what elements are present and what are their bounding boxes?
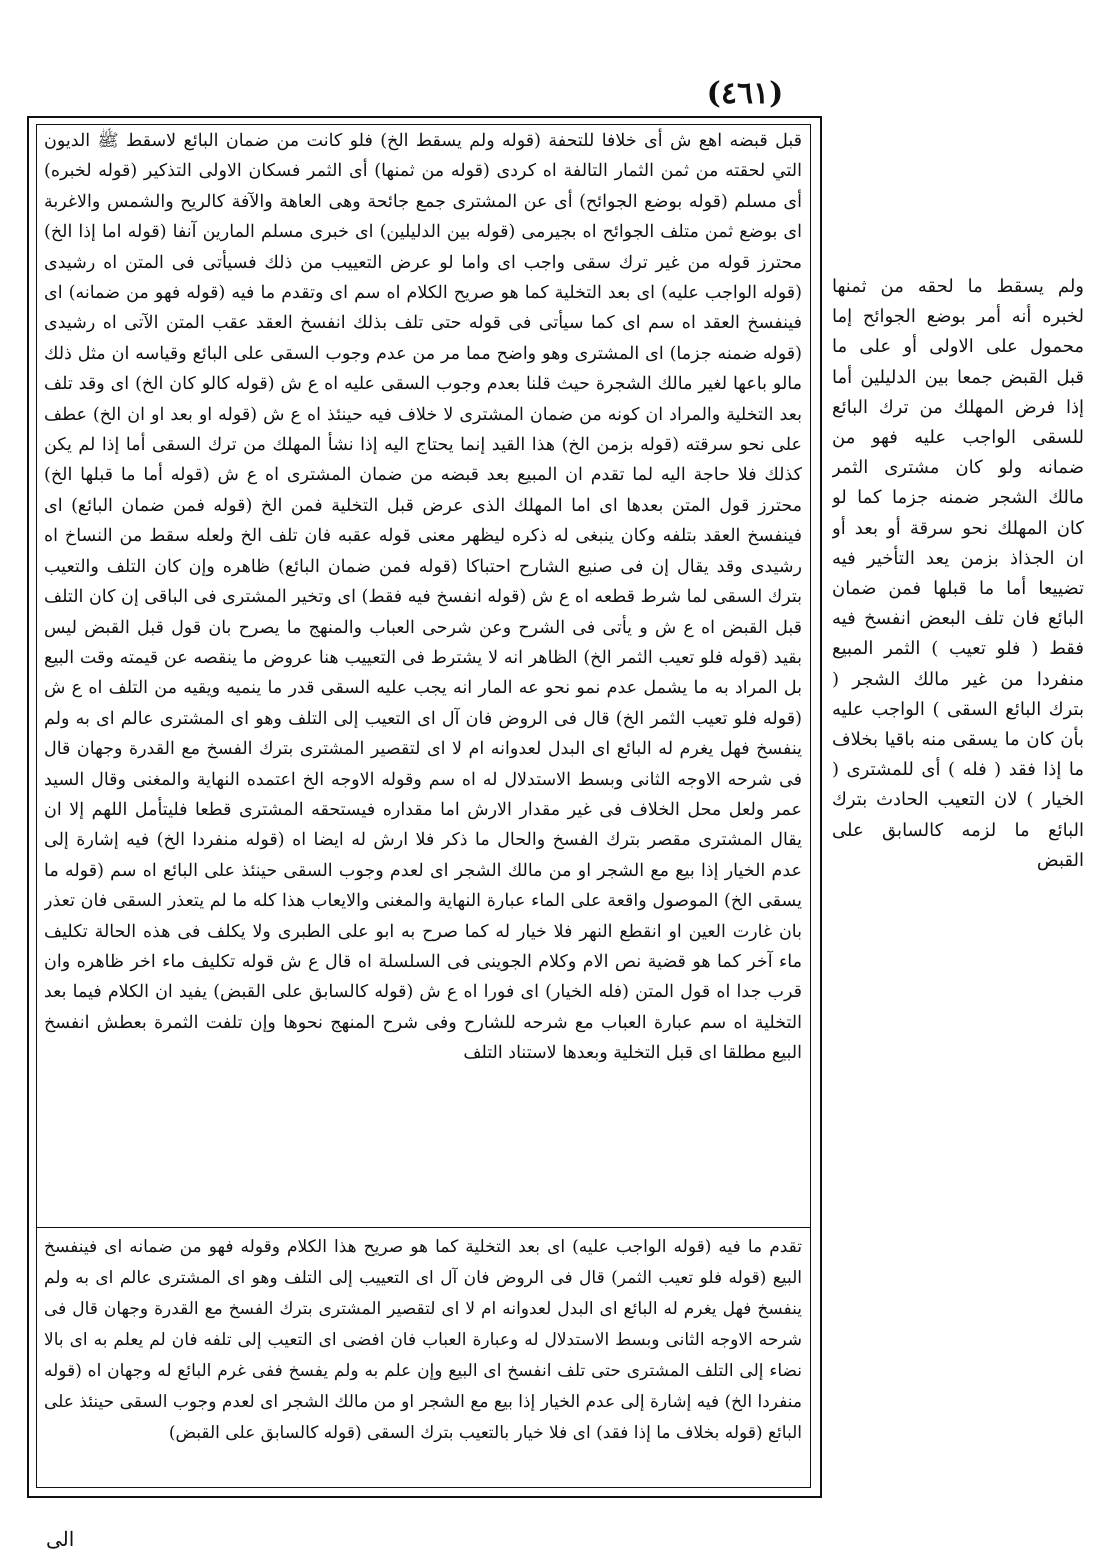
margin-matn-text: ولم يسقط ما لحقه من ثمنها لخبره أنه أمر بوضع الجوائح إما محمول على الاولى أو على ما قبل القبض جمعا بين الدليلين أما إذا فرض المهلك من ترك البائع للسقى الواجب عليه فهو من ضمانه ولو كان مشترى الثمر مالك الشجر ضمنه جزما كما لو كان المهلك نحو سرقة أو بعد أو ان الجذاذ بزمن يعد التأخير فيه تضييعا أما ما قبلها فمن ضمان البائع فان تلف البعض انفسخ فيه فقط ( فلو تعيب ) الثمر المبيع منفردا من غير مالك الشجر ( بترك البائع السقى ) الواجب عليه بأن كان ما يسقى منه باقيا بخلاف ما إذا فقد ( فله ) أى للمشترى ( الخيار ) لان التعيب الحادث بترك البائع ما لزمه كالسابق على القبض (832, 276, 1084, 871)
footnote-text: تقدم ما فيه (قوله الواجب عليه) اى بعد التخلية كما هو صريح هذا الكلام وقوله فهو من ضمانه اى فينفسخ البيع (قوله فلو تعيب الثمر) قال فى الروض فان آل اى التعييب إلى التلف وهو اى المشترى عالم اى به ولم ينفسخ فهل يغرم له البائع اى البدل لعدوانه ام لا اى لتقصير المشترى بترك الفسخ مع القدرة وجهان قال فى شرحه الاوجه الثانى وبسط الاستدلال له وعبارة العباب فان افضى اى التعيب إلى تلفه فان لم يعلم به اى بالا نضاء إلى التلف المشترى حتى تلف انفسخ اى البيع وإن علم به ولم يفسخ ففى غرم البائع له وجهان اه (قوله منفردا الخ) فيه إشارة إلى عدم الخيار إذا بيع مع الشجر او من مالك الشجر اى لعدم وجوب السقى حينئذ على البائع (قوله بخلاف ما إذا فقد) اى فلا خيار بالتعيب بترك السقى (قوله كالسابق على القبض) (44, 1237, 802, 1443)
catchword: الى (46, 1527, 75, 1551)
page-number: (٤٦١) (706, 76, 784, 111)
footnote-divider (36, 1227, 811, 1228)
commentary-text: قبل قبضه اهع ش أى خلافا للتحفة (قوله ولم يسقط الخ) فلو كانت من ضمان البائع لاسقط ﷺ الديون التي لحقته من ثمن الثمار التالفة اه كردى (قوله من ثمنها) أى الثمر فسكان الاولى التذكير (قوله لخبره) أى مسلم (قوله بوضع الجوائح) أى عن المشترى جمع جائحة وهى العاهة والآفة كالريح والشمس والاغربة اى بوضع ثمن متلف الجوائح اه بجيرمى (قوله بين الدليلين) اى خبرى مسلم المارين آنفا (قوله اما إذا الخ) محترز قوله من غير ترك سقى واجب اى واما لو عرض التعييب من ذلك فسيأتى فى المتن اه رشيدى (قوله الواجب عليه) اى بعد التخلية كما هو صريح الكلام اه سم اى وتقدم ما فيه (قوله فهو من ضمانه) اى فينفسخ العقد اه سم اى كما سيأتى فى قوله حتى تلف بذلك انفسخ العقد عقب المتن الآتى اه رشيدى (قوله ضمنه جزما) اى المشترى وهو واضح مما مر من عدم وجوب السقى على البائع وقياسه ان مثل ذلك مالو باعها لغير مالك الشجرة حيث قلنا بعدم وجوب السقى عليه اه ع ش (قوله كالو كان الخ) اى وقد تلف بعد التخلية والمراد ان كونه من ضمان المشترى لا خلاف فيه حينئذ اه ع ش (قوله او بعد او ان الخ) عطف على نحو سرقته (قوله بزمن الخ) هذا القيد إنما يحتاج اليه إذا نشأ المهلك من ترك السقى أما إذا لم يكن كذلك فلا حاجة اليه لما تقدم ان المبيع بعد قبضه من ضمان المشترى اه ع ش (قوله أما ما قبلها الخ) محترز قول المتن بعدها اى اما المهلك الذى عرض قبل التخلية فمن الخ (قوله فمن ضمان البائع) اى فينفسخ العقد بتلفه وكان ينبغى له ذكره ليظهر معنى قوله عقبه فان تلف الخ ولعله سقط من النساخ اه رشيدى وقد يقال إن فى صنيع الشارح احتباكا (قوله فمن ضمان البائع) ظاهره وإن كان التلف والتعيب بترك السقى لما شرط قطعه اه ع ش (قوله انفسخ فيه فقط) اى وتخير المشترى فى الباقى إن كان التلف قبل القبض اه ع ش و يأتى فى الشرح وعن شرحى العباب والمنهج ما يصرح بان قول قبل القبض ليس بقيد (قوله فلو تعيب الثمر الخ) الظاهر انه لا يشترط فى التعييب هنا عروض ما ينقصه عن قيمته وقت البيع بل المراد به ما يشمل عدم نمو نحو عه المار انه يجب عليه السقى قدر ما ينميه ويقيه من التلف اه ع ش (قوله فلو تعيب الثمر الخ) قال فى الروض فان آل اى التعيب إلى التلف وهو اى المشترى عالم اى به ولم ينفسخ فهل يغرم له البائع اى البدل لعدوانه ام لا اى لتقصير المشترى بترك الفسخ مع القدرة وجهان قال فى شرحه الاوجه الثانى وبسط الاستدلال له اه سم وقوله الاوجه الخ اعتمده النهاية والمغنى وقال السيد عمر ولعل محل الخلاف فى غير مقدار الارش اما مقداره فيستحقه المشترى قطعا فليتأمل اللهم إلا ان يقال المشترى مقصر بترك الفسخ والحال ما ذكر فلا ارش له ايضا اه (قوله منفردا الخ) فيه إشارة إلى عدم الخيار إذا بيع مع الشجر او من مالك الشجر اى لعدم وجوب السقى حينئذ على البائع اه سم (قوله ما يسقى الخ) الموصول واقعة على الماء عبارة النهاية والمغنى والايعاب هذا كله ما لم يتعذر السقى فان تعذر بان غارت العين او انقطع النهر فلا خيار له كما صرح به ابو على الطبرى ولا يكلف فى هذه الحالة تكليف ماء آخر كما هو قضية نص الام وكلام الجوينى فى السلسلة اه قال ع ش قوله تكليف ماء اخر ظاهره وان قرب جدا اه قول المتن (فله الخيار) اى فورا اه ع ش (قوله كالسابق على القبض) يفيد ان الكلام فيما بعد التخلية اه سم عبارة العباب مع شرحه للشارح وفى شرح المنهج نحوها وإن تلفت الثمرة بعطش انفسخ البيع مطلقا اى قبل التخلية وبعدها لاستناد التلف (44, 131, 802, 1064)
